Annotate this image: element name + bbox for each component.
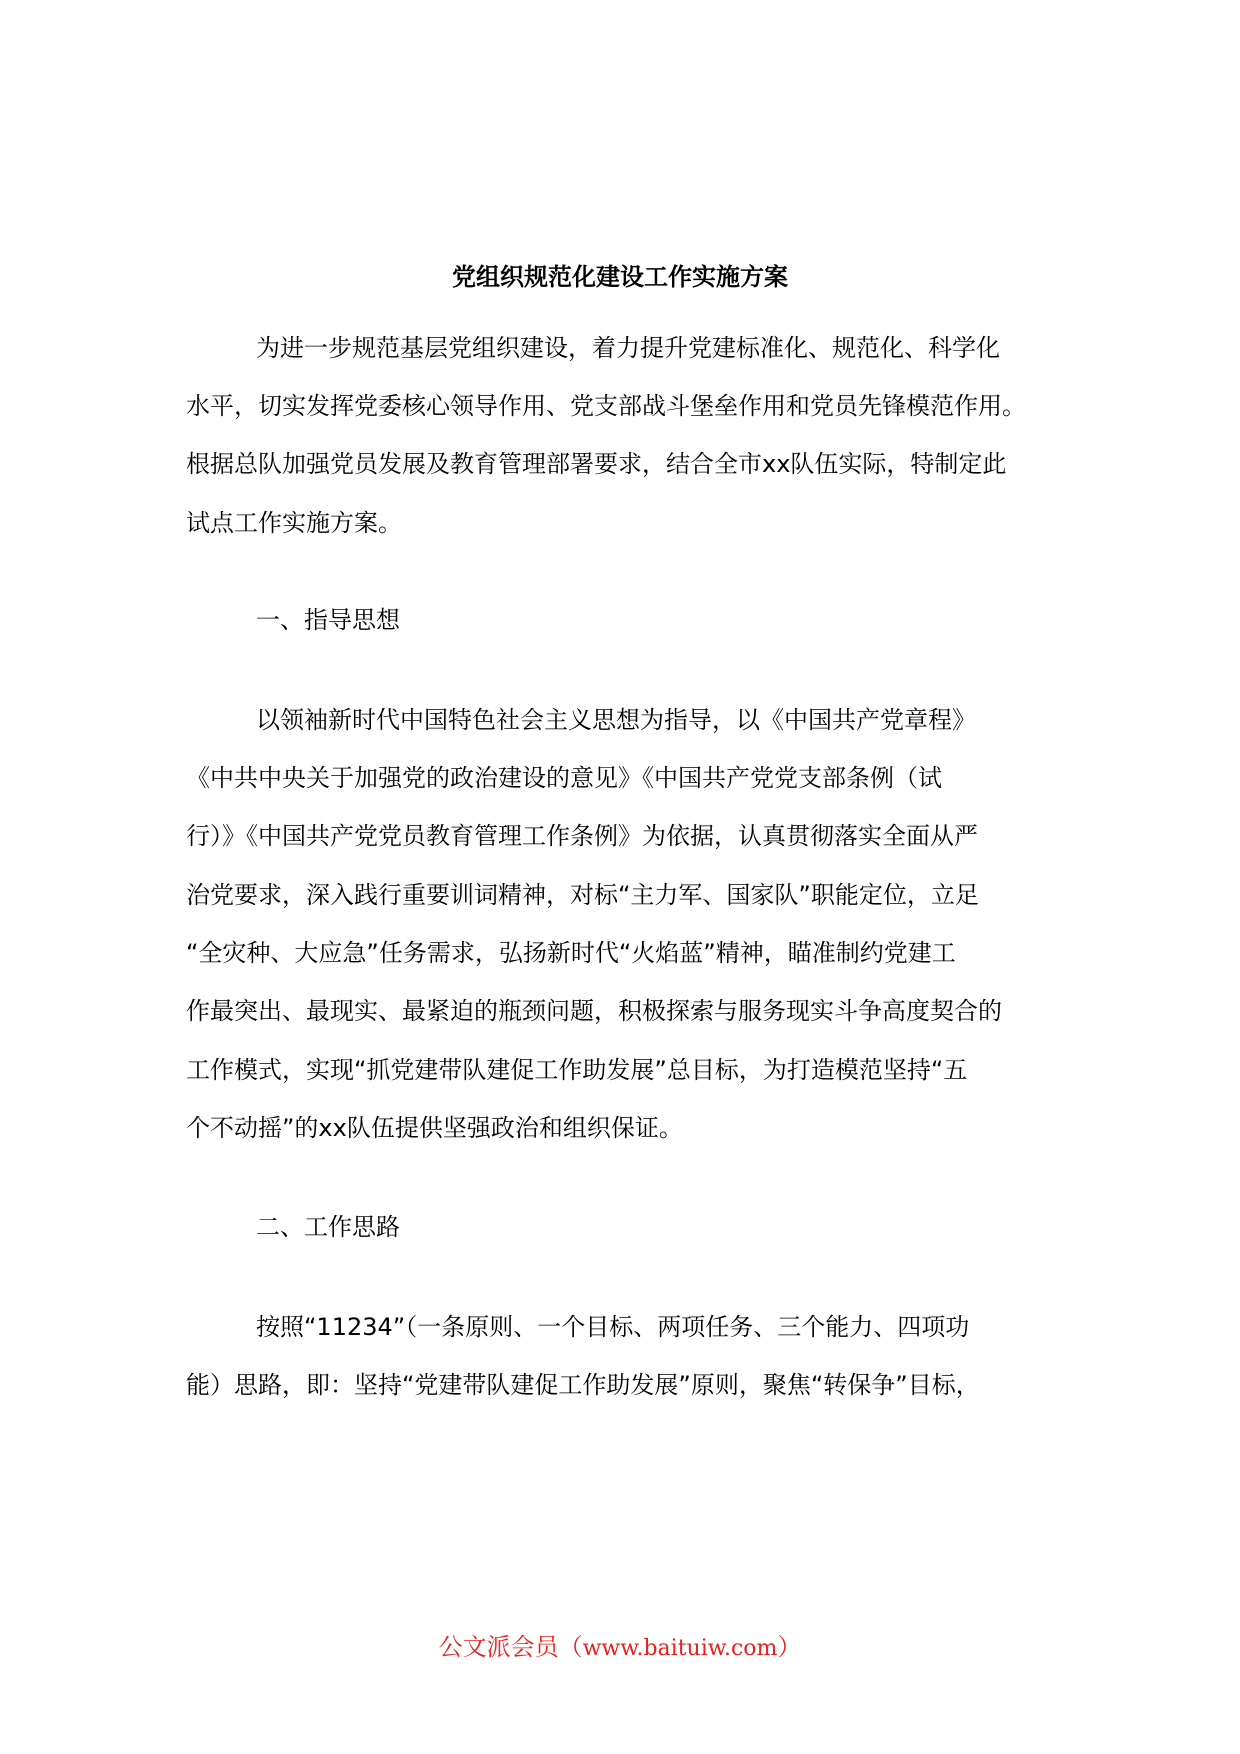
intro-line: 根据总队加强党员发展及教育管理部署要求，结合全市xx队伍实际，特制定此 xyxy=(186,450,1007,478)
section1-line: 作最突出、最现实、最紧迫的瓶颈问题，积极探索与服务现实斗争高度契合的 xyxy=(186,997,1002,1025)
footer-watermark xyxy=(0,1630,1240,1666)
section1-line: 《中共中央关于加强党的政治建设的意见》《中国共产党党支部条例（试 xyxy=(186,764,942,792)
section1-line: 个不动摇”的xx队伍提供坚强政治和组织保证。 xyxy=(186,1114,683,1142)
section1-line: “全灾种、大应急”任务需求，弘扬新时代“火焰蓝”精神，瞄准制约党建工 xyxy=(186,939,956,967)
section1-line: 行）》《中国共产党党员教育管理工作条例》为依据，认真贯彻落实全面从严 xyxy=(186,822,978,850)
section1-line: 以领袖新时代中国特色社会主义思想为指导，以《中国共产党章程》 xyxy=(256,706,976,734)
section-heading: 二、工作思路 xyxy=(256,1213,400,1241)
section1-line: 工作模式，实现“抓党建带队建促工作助发展”总目标，为打造模范坚持“五 xyxy=(186,1056,968,1084)
document-title: 党组织规范化建设工作实施方案 xyxy=(452,263,788,291)
footer-prefix: 公文派会员（ xyxy=(438,1633,583,1661)
section2-line: 按照“11234”（一条原则、一个目标、两项任务、三个能力、四项功 xyxy=(256,1313,970,1341)
section1-line: 治党要求，深入践行重要训词精神，对标“主力军、国家队”职能定位，立足 xyxy=(186,881,979,909)
footer-suffix: ） xyxy=(777,1633,802,1661)
intro-line: 水平，切实发挥党委核心领导作用、党支部战斗堡垒作用和党员先锋模范作用。 xyxy=(186,392,1026,420)
intro-line: 试点工作实施方案。 xyxy=(186,509,402,537)
footer-url[interactable]: www.baituiw.com xyxy=(582,1636,778,1661)
intro-line: 为进一步规范基层党组织建设，着力提升党建标准化、规范化、科学化 xyxy=(256,334,1000,362)
section2-line: 能）思路，即：坚持“党建带队建促工作助发展”原则，聚焦“转保争”目标， xyxy=(186,1371,980,1399)
section-heading: 一、指导思想 xyxy=(256,606,400,634)
